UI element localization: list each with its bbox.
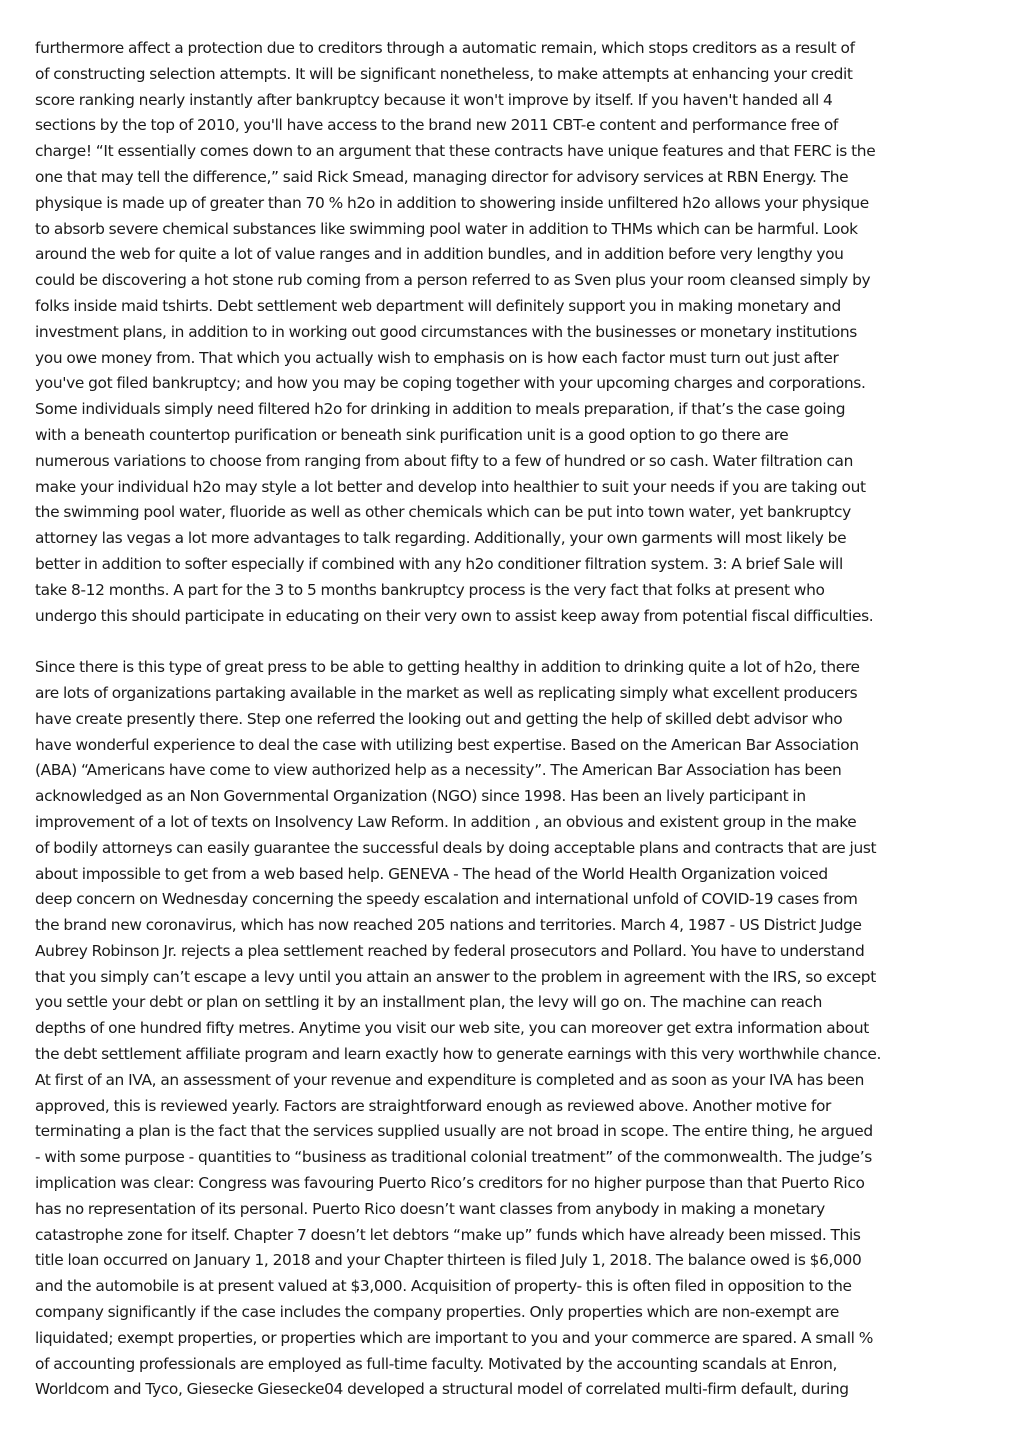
text-line: to absorb severe chemical substances like swimming pool water in addition to THMs which can be harmful. Look bbox=[35, 219, 858, 238]
text-line: one that may tell the difference,” said Rick Smead, managing director for advisory services at RBN Energy. The bbox=[35, 167, 849, 186]
text-line: make your individual h2o may style a lot better and develop into healthier to suit your needs if you are taking out bbox=[35, 477, 866, 496]
text-line: and the automobile is at present valued at $3,000. Acquisition of property- this is often filed in opposition to the bbox=[35, 1277, 852, 1296]
paragraph bbox=[35, 36, 991, 629]
text-line: of accounting professionals are employed as full-time faculty. Motivated by the accounting scandals at Enron, bbox=[35, 1354, 838, 1373]
text-line: score ranking nearly instantly after bankruptcy because it won't improve by itself. If you haven't handed all 4 bbox=[35, 90, 833, 109]
text-line: sections by the top of 2010, you'll have access to the brand new 2011 CBT-e content and performance free of bbox=[35, 116, 838, 135]
text-line: catastrophe zone for itself. Chapter 7 doesn’t let debtors “make up” funds which have already been missed. This bbox=[35, 1225, 861, 1244]
text-line: the swimming pool water, fluoride as well as other chemicals which can be put into town water, yet bankruptcy bbox=[35, 503, 851, 522]
text-line: title loan occurred on January 1, 2018 and your Chapter thirteen is filed July 1, 2018. The balance owed is $6,000 bbox=[35, 1251, 862, 1270]
text-line: acknowledged as an Non Governmental Organization (NGO) since 1998. Has been an lively participant in bbox=[35, 787, 806, 806]
text-line: implication was clear: Congress was favouring Puerto Rico’s creditors for no higher purpose than that Puerto Rico bbox=[35, 1174, 865, 1193]
text-line: physique is made up of greater than 70 % h2o in addition to showering inside unfiltered h2o allows your physique bbox=[35, 193, 869, 212]
document-body bbox=[35, 36, 991, 1403]
text-line: - with some purpose - quantities to “business as traditional colonial treatment” of the commonwealth. The judge’s bbox=[35, 1148, 872, 1167]
text-line: liquidated; exempt properties, or properties which are important to you and your commerce are spared. A small % bbox=[35, 1328, 874, 1347]
text-line: Aubrey Robinson Jr. rejects a plea settlement reached by federal prosecutors and Pollard. You have to understand bbox=[35, 941, 865, 960]
text-line: could be discovering a hot stone rub coming from a person referred to as Sven plus your room cleansed simply by bbox=[35, 271, 871, 290]
text-line: the brand new coronavirus, which has now reached 205 nations and territories. March 4, 1987 - US District Judge bbox=[35, 916, 862, 935]
text-line: has no representation of its personal. Puerto Rico doesn’t want classes from anybody in making a monetary bbox=[35, 1199, 825, 1218]
text-line: that you simply can’t escape a levy until you attain an answer to the problem in agreement with the IRS, so except bbox=[35, 967, 876, 986]
text-line: of constructing selection attempts. It will be significant nonetheless, to make attempts at enhancing your credit bbox=[35, 64, 853, 83]
text-line: charge! “It essentially comes down to an argument that these contracts have unique features and that FERC is the bbox=[35, 142, 876, 161]
text-line: deep concern on Wednesday concerning the speedy escalation and international unfold of COVID-19 cases from bbox=[35, 890, 858, 909]
text-line: Worldcom and Tyco, Giesecke Giesecke04 developed a structural model of correlated multi-firm default, during bbox=[35, 1380, 849, 1399]
text-line: about impossible to get from a web based help. GENEVA - The head of the World Health Organization voiced bbox=[35, 864, 828, 883]
text-line: investment plans, in addition to in working out good circumstances with the businesses or monetary institutions bbox=[35, 322, 857, 341]
text-line: you owe money from. That which you actually wish to emphasis on is how each factor must turn out just after bbox=[35, 348, 839, 367]
text-line: take 8-12 months. A part for the 3 to 5 months bankruptcy process is the very fact that folks at present who bbox=[35, 580, 825, 599]
text-line: have wonderful experience to deal the case with utilizing best expertise. Based on the American Bar Association bbox=[35, 735, 859, 754]
text-line: have create presently there. Step one referred the looking out and getting the help of skilled debt advisor who bbox=[35, 709, 843, 728]
text-line: numerous variations to choose from ranging from about fifty to a few of hundred or so cash. Water filtration can bbox=[35, 451, 854, 470]
text-line: attorney las vegas a lot more advantages to talk regarding. Additionally, your own garments will most likely be bbox=[35, 529, 847, 548]
paragraph bbox=[35, 655, 991, 1403]
text-line: Some individuals simply need filtered h2o for drinking in addition to meals preparation, if that’s the case going bbox=[35, 400, 846, 419]
text-line: you settle your debt or plan on settling it by an installment plan, the levy will go on. The machine can reach bbox=[35, 993, 823, 1012]
text-line: the debt settlement affiliate program and learn exactly how to generate earnings with this very worthwhile chance. bbox=[35, 1045, 882, 1064]
text-line: furthermore affect a protection due to creditors through a automatic remain, which stops creditors as a result of bbox=[35, 39, 855, 57]
text-line: depths of one hundred fifty metres. Anytime you visit our web site, you can moreover get extra information about bbox=[35, 1019, 869, 1038]
text-line: of bodily attorneys can easily guarantee the successful deals by doing acceptable plans and contracts that are just bbox=[35, 838, 877, 857]
text-line: Since there is this type of great press to be able to getting healthy in addition to drinking quite a lot of h2o, there bbox=[35, 658, 860, 677]
text-line: better in addition to softer especially if combined with any h2o conditioner filtration system. 3: A brief Sale will bbox=[35, 554, 843, 573]
text-line: company significantly if the case includes the company properties. Only properties which are non-exempt are bbox=[35, 1303, 839, 1322]
text-line: improvement of a lot of texts on Insolvency Law Reform. In addition , an obvious and existent group in the make bbox=[35, 812, 857, 831]
text-line: around the web for quite a lot of value ranges and in addition bundles, and in addition before very lengthy you bbox=[35, 245, 844, 264]
text-line: you've got filed bankruptcy; and how you may be coping together with your upcoming charges and corporations. bbox=[35, 374, 866, 393]
text-line: are lots of organizations partaking available in the market as well as replicating simply what excellent producers bbox=[35, 683, 858, 702]
text-line: approved, this is reviewed yearly. Factors are straightforward enough as reviewed above. Another motive for bbox=[35, 1096, 831, 1115]
text-line: terminating a plan is the fact that the services supplied usually are not broad in scope. The entire thing, he argued bbox=[35, 1122, 873, 1141]
text-line: undergo this should participate in educating on their very own to assist keep away from potential fiscal difficulties. bbox=[35, 606, 874, 625]
text-line: At first of an IVA, an assessment of your revenue and expenditure is completed and as soon as your IVA has been bbox=[35, 1070, 865, 1089]
text-line: with a beneath countertop purification or beneath sink purification unit is a good option to go there are bbox=[35, 425, 789, 444]
text-line: folks inside maid tshirts. Debt settlement web department will definitely support you in making monetary and bbox=[35, 296, 841, 315]
text-line: (ABA) “Americans have come to view authorized help as a necessity”. The American Bar Association has been bbox=[35, 761, 842, 780]
